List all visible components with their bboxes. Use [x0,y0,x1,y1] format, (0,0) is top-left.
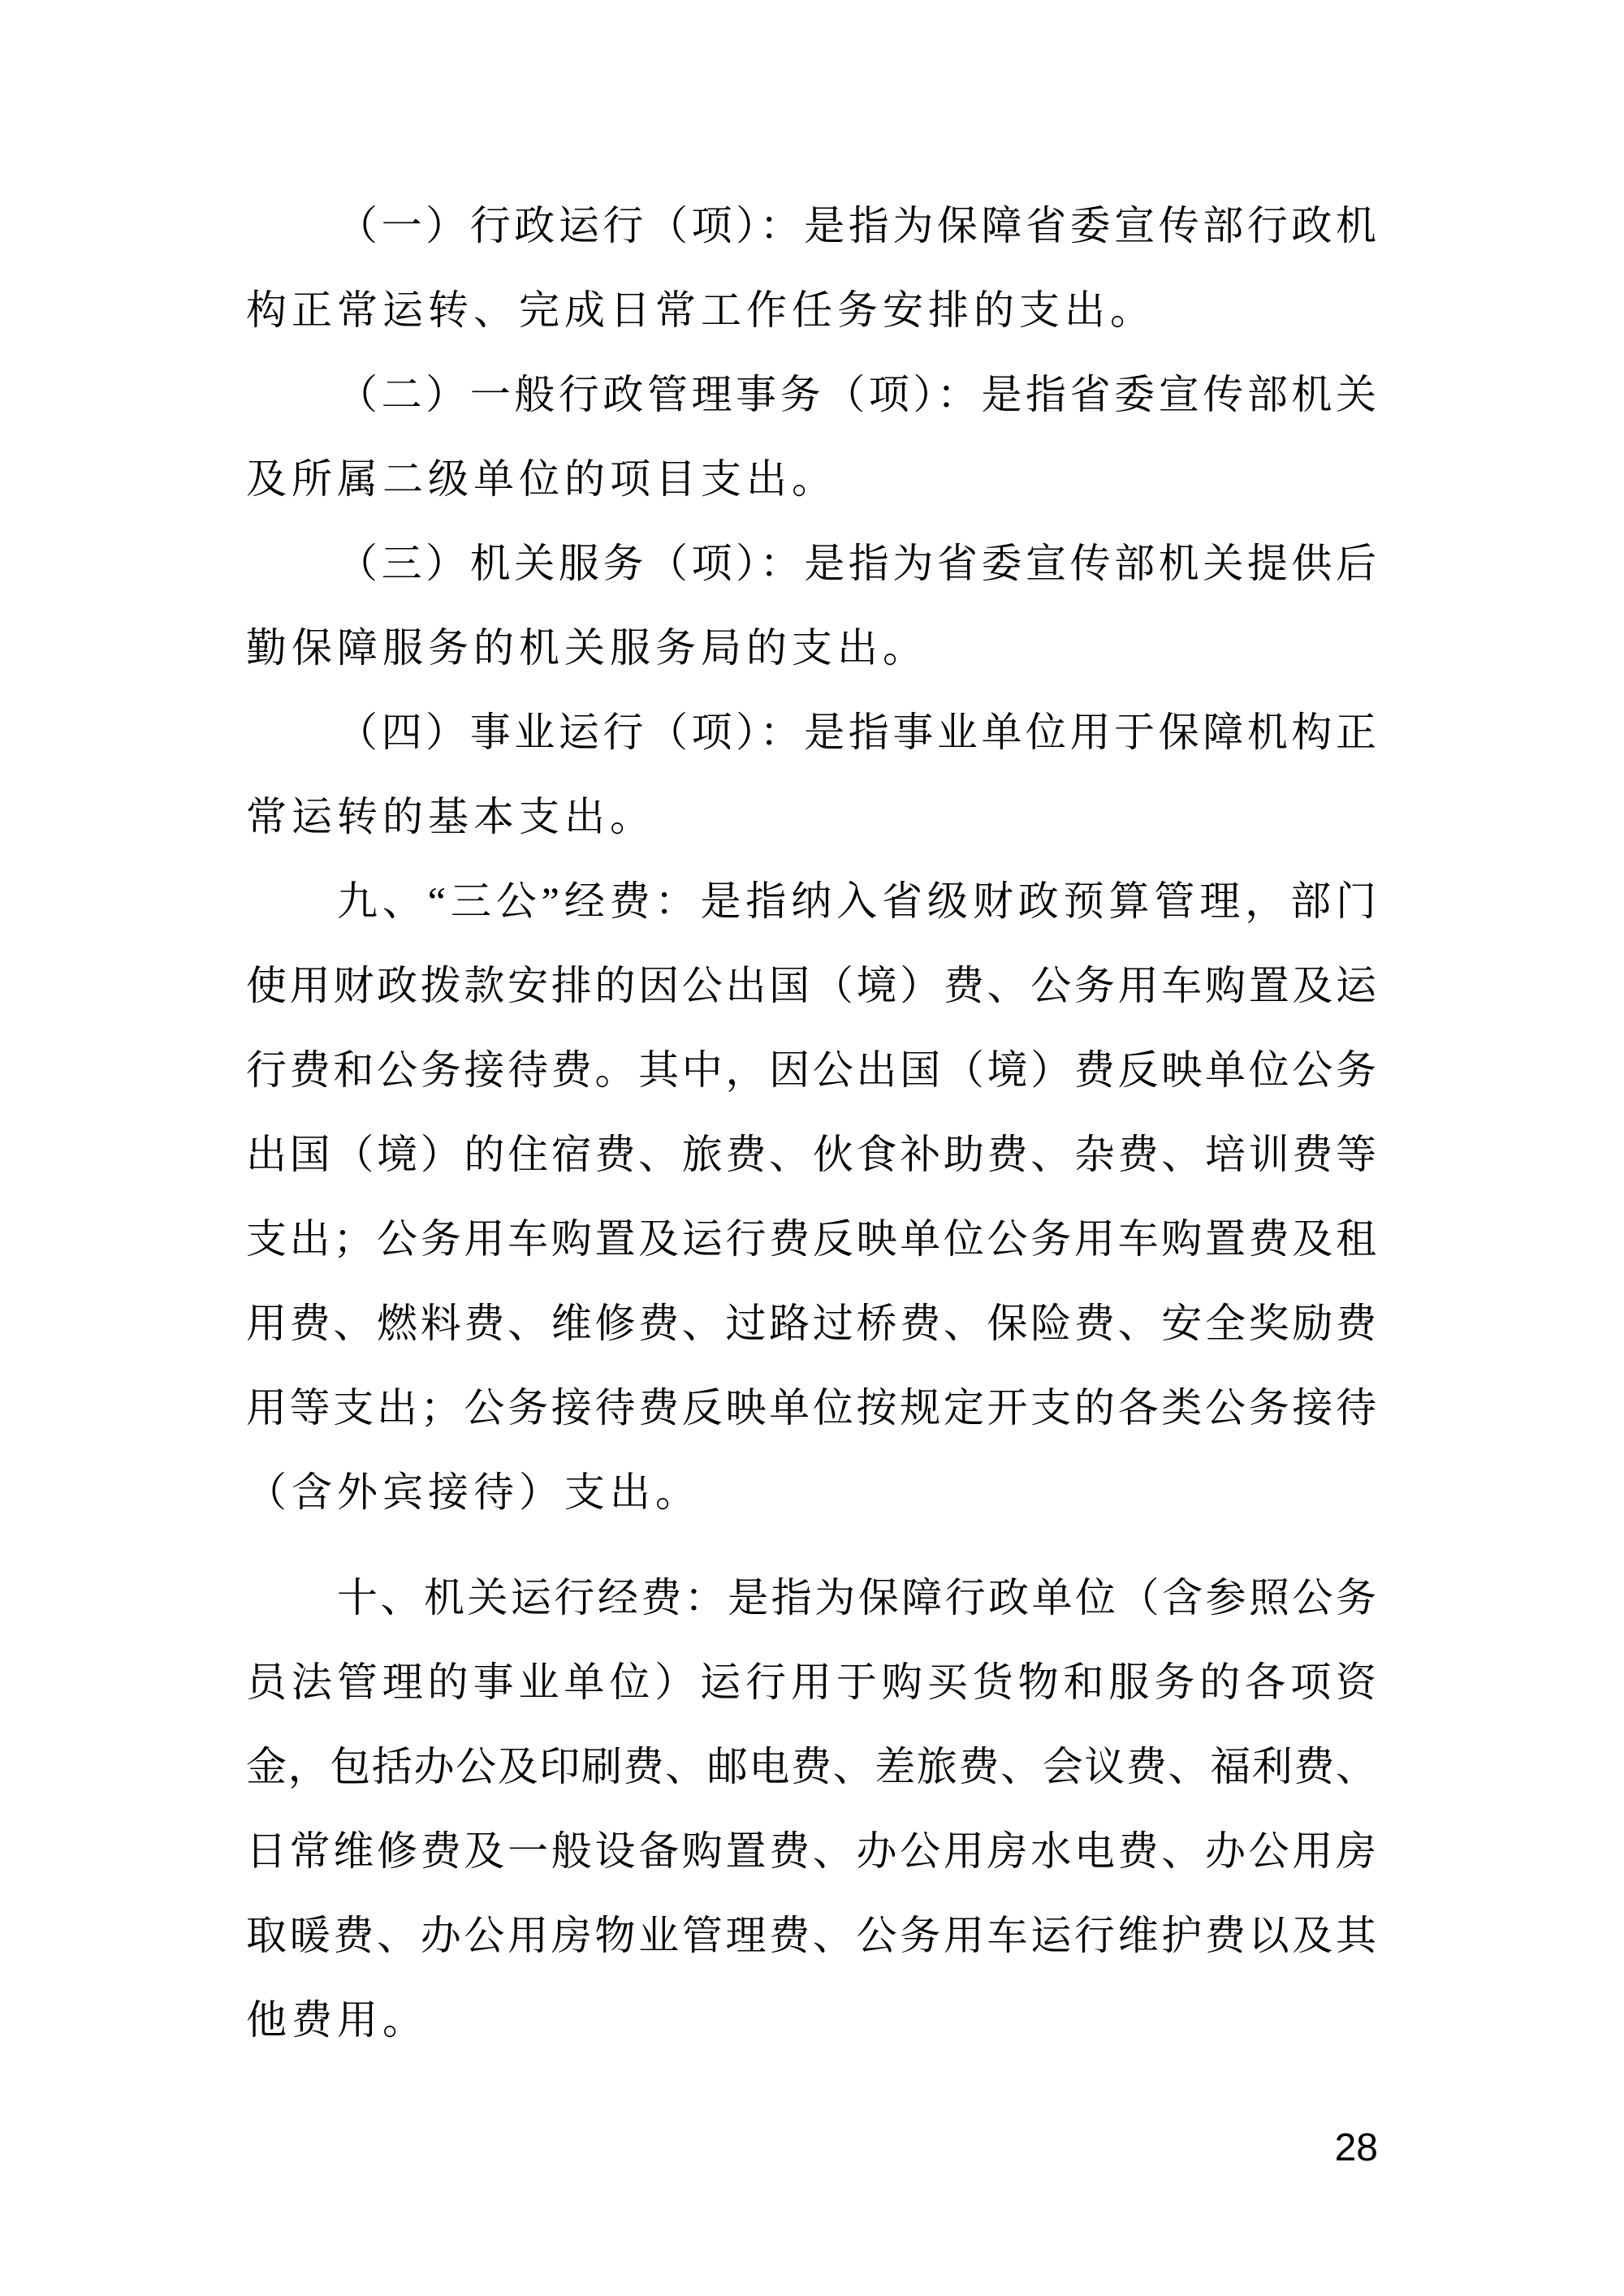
paragraph-sub-item-3 [246,521,1376,690]
text-line: 支出；公务用车购置及运行费反映单位公务用车购置费及租 [246,1216,1376,1262]
text-line: 九、“三公”经费：是指纳入省级财政预算管理，部门 [337,878,1376,924]
paragraph-item-nine [246,859,1376,1534]
text-line: 常运转的基本支出。 [246,794,655,839]
text-line: 取暖费、办公用房物业管理费、公务用车运行维护费以及其 [246,1913,1376,1958]
paragraph-sub-item-4 [246,690,1376,859]
text-line: 日常维修费及一般设备购置费、办公用房水电费、办公用房 [246,1828,1376,1874]
text-line: 他费用。 [246,1997,428,2043]
text-line: （四）事业运行（项）：是指事业单位用于保障机构正 [337,710,1376,755]
text-line: 金，包括办公及印刷费、邮电费、差旅费、会议费、福利费、 [246,1744,1376,1789]
text-line: 用费、燃料费、维修费、过路过桥费、保险费、安全奖励费 [246,1301,1376,1346]
text-line: 员法管理的事业单位）运行用于购买货物和服务的各项资 [246,1659,1376,1705]
text-line: （一）行政运行（项）：是指为保障省委宣传部行政机 [337,203,1376,248]
text-line: （二）一般行政管理事务（项）：是指省委宣传部机关 [337,372,1376,417]
text-line: （三）机关服务（项）：是指为省委宣传部机关提供后 [337,541,1376,586]
text-line: 使用财政拨款安排的因公出国（境）费、公务用车购置及运 [246,963,1376,1008]
text-line: 用等支出；公务接待费反映单位按规定开支的各类公务接待 [246,1385,1376,1431]
page-number: 28 [1334,2126,1378,2169]
paragraph-sub-item-1 [246,183,1376,352]
text-line: 构正常运转、完成日常工作任务安排的支出。 [246,287,1155,333]
paragraph-item-ten [246,1556,1376,2062]
text-line: 及所属二级单位的项目支出。 [246,456,837,502]
text-line: 勤保障服务的机关服务局的支出。 [246,625,928,671]
text-line: 出国（境）的住宿费、旅费、伙食补助费、杂费、培训费等 [246,1132,1376,1177]
text-line: 行费和公务接待费。其中，因公出国（境）费反映单位公务 [246,1047,1376,1093]
text-line: （含外宾接待）支出。 [246,1470,701,1515]
paragraph-sub-item-2 [246,352,1376,521]
text-line: 十、机关运行经费：是指为保障行政单位（含参照公务 [337,1575,1376,1621]
document-body [246,183,1376,2062]
